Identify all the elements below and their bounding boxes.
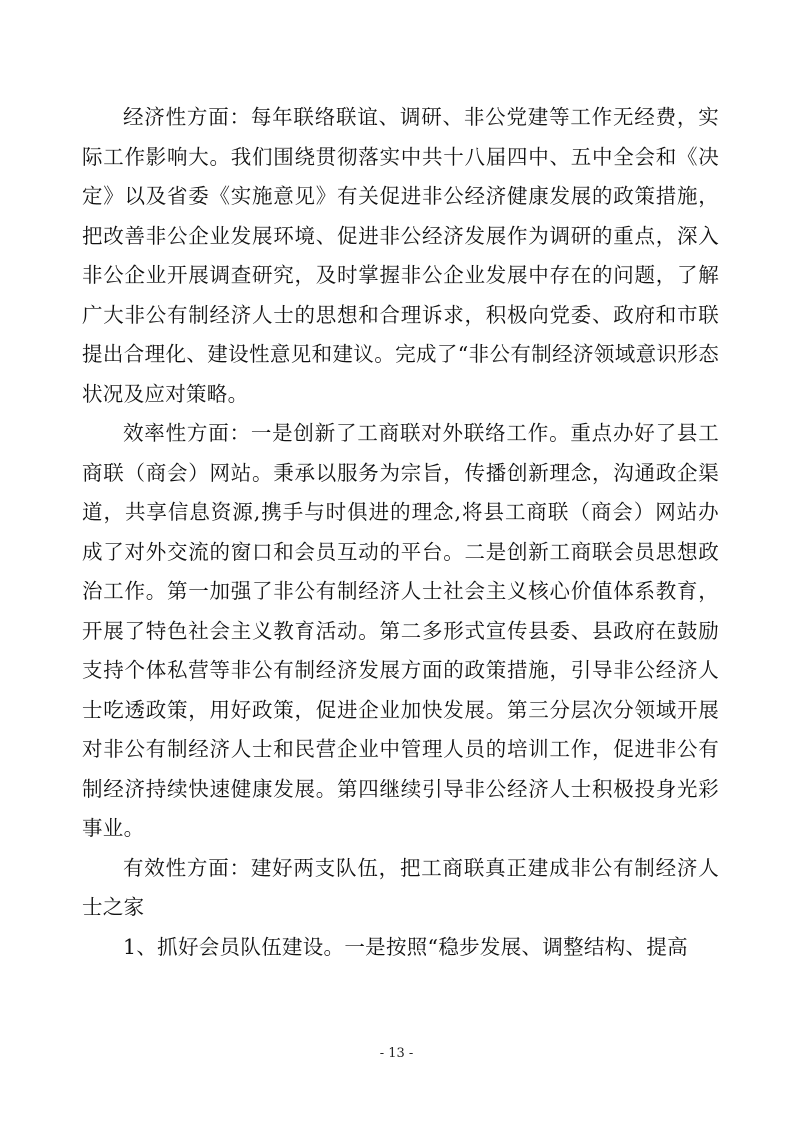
paragraph-effectiveness: 有效性方面：建好两支队伍，把工商联真正建成非公有制经济人士之家 bbox=[82, 855, 719, 919]
paragraph-economy: 经济性方面：每年联络联谊、调研、非公党建等工作无经费，实际工作影响大。我们围绕贯彻落实中共十八届四中、五中全会和《决定》以及省委《实施意见》有关促进非公经济健康发展的政策措施，把改善非公企业发展环境、促进非公经济发展作为调研的重点，深入非公企业开展调查研究，及时掌握非公企业发展中存在的问题，了解广大非公有制经济人士的思想和合理诉求，积极向党委、政府和市联提出合理化、建设性意见和建议。完成了“非公有制经济领域意识形态状况及应对策略。 bbox=[82, 105, 719, 406]
paragraph-member-team: 1、抓好会员队伍建设。一是按照“稳步发展、调整结构、提高 bbox=[123, 934, 688, 959]
document-body bbox=[82, 98, 719, 967]
paragraph-efficiency: 效率性方面：一是创新了工商联对外联络工作。重点办好了县工商联（商会）网站。秉承以服务为宗旨，传播创新理念，沟通政企渠道，共享信息资源,携手与时俱进的理念,将县工商联（商会）网站办成了对外交流的窗口和会员互动的平台。二是创新工商联会员思想政治工作。第一加强了非公有制经济人士社会主义核心价值体系教育，开展了特色社会主义教育活动。第二多形式宣传县委、县政府在鼓励支持个体私营等非公有制经济发展方面的政策措施，引导非公经济人士吃透政策，用好政策，促进企业加快发展。第三分层次分领域开展对非公有制经济人士和民营企业中管理人员的培训工作，促进非公有制经济持续快速健康发展。第四继续引导非公经济人士积极投身光彩事业。 bbox=[82, 421, 719, 840]
page-number: - 13 - bbox=[379, 1046, 414, 1061]
